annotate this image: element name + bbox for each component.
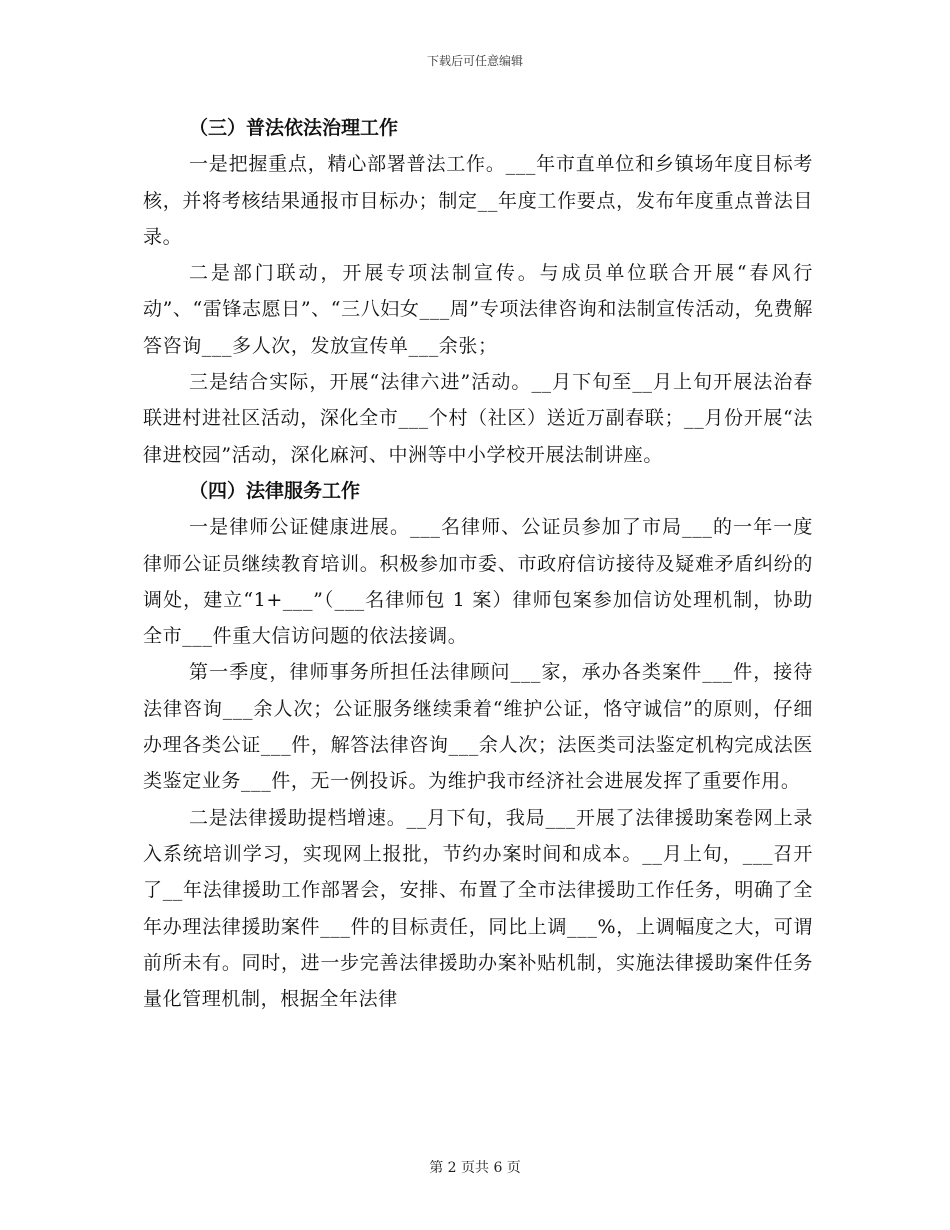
paragraph-4: 一是律师公证健康进展。___名律师、公证员参加了市局___的一年一度律师公证员继续教育培训。积极参加市委、市政府信访接待及疑难矛盾纠纷的调处，建立“1+___”（___名律师包 1 案）律师包案参加信访处理机制，协助全市___件重大信访问题的依法接调。 [143,516,813,648]
paragraph-1: 一是把握重点，精心部署普法工作。___年市直单位和乡镇场年度目标考核，并将考核结果通报市目标办；制定__年度工作要点，发布年度重点普法目录。 [143,153,813,248]
page-header: 下载后可任意编辑 [426,54,523,68]
paragraph-6: 二是法律援助提档增速。__月下旬，我局___开展了法律援助案卷网上录入系统培训学习，实现网上报批，节约办案时间和成本。__月上旬，___召开了__年法律援助工作部署会，安排、布置了全市法律援助工作任务，明确了全年办理法律援助案件___件的目标责任，同比上调___%，上调幅度之大，可谓前所未有。同时，进一步完善法律援助办案补贴机制，实施法律援助案件任务量化管理机制，根据全年法律 [143,806,813,1011]
document-body [143,110,813,1017]
section-heading-4: （四）法律服务工作 [189,479,361,502]
paragraph-5: 第一季度，律师事务所担任法律顾问___家，承办各类案件___件，接待法律咨询___余人次；公证服务继续秉着“维护公证，恪守诚信”的原则，仔细办理各类公证___件，解答法律咨询___余人次；法医类司法鉴定机构完成法医类鉴定业务___件，无一例投诉。为维护我市经济社会进展发挥了重要作用。 [143,661,813,793]
section-heading-3: （三）普法依法治理工作 [189,117,399,139]
paragraph-2: 二是部门联动，开展专项法制宣传。与成员单位联合开展“春风行动”、“雷锋志愿日”、“三八妇女___周”专项法律咨询和法制宣传活动，免费解答咨询___多人次，发放宣传单___余张； [143,262,813,357]
paragraph-3: 三是结合实际，开展“法律六进”活动。__月下旬至__月上旬开展法治春联进村进社区活动，深化全市___个村（社区）送近万副春联；__月份开展“法律进校园”活动，深化麻河、中洲等中小学校开展法制讲座。 [143,371,813,466]
page-footer: 第 2 页共 6 页 [429,1160,521,1176]
